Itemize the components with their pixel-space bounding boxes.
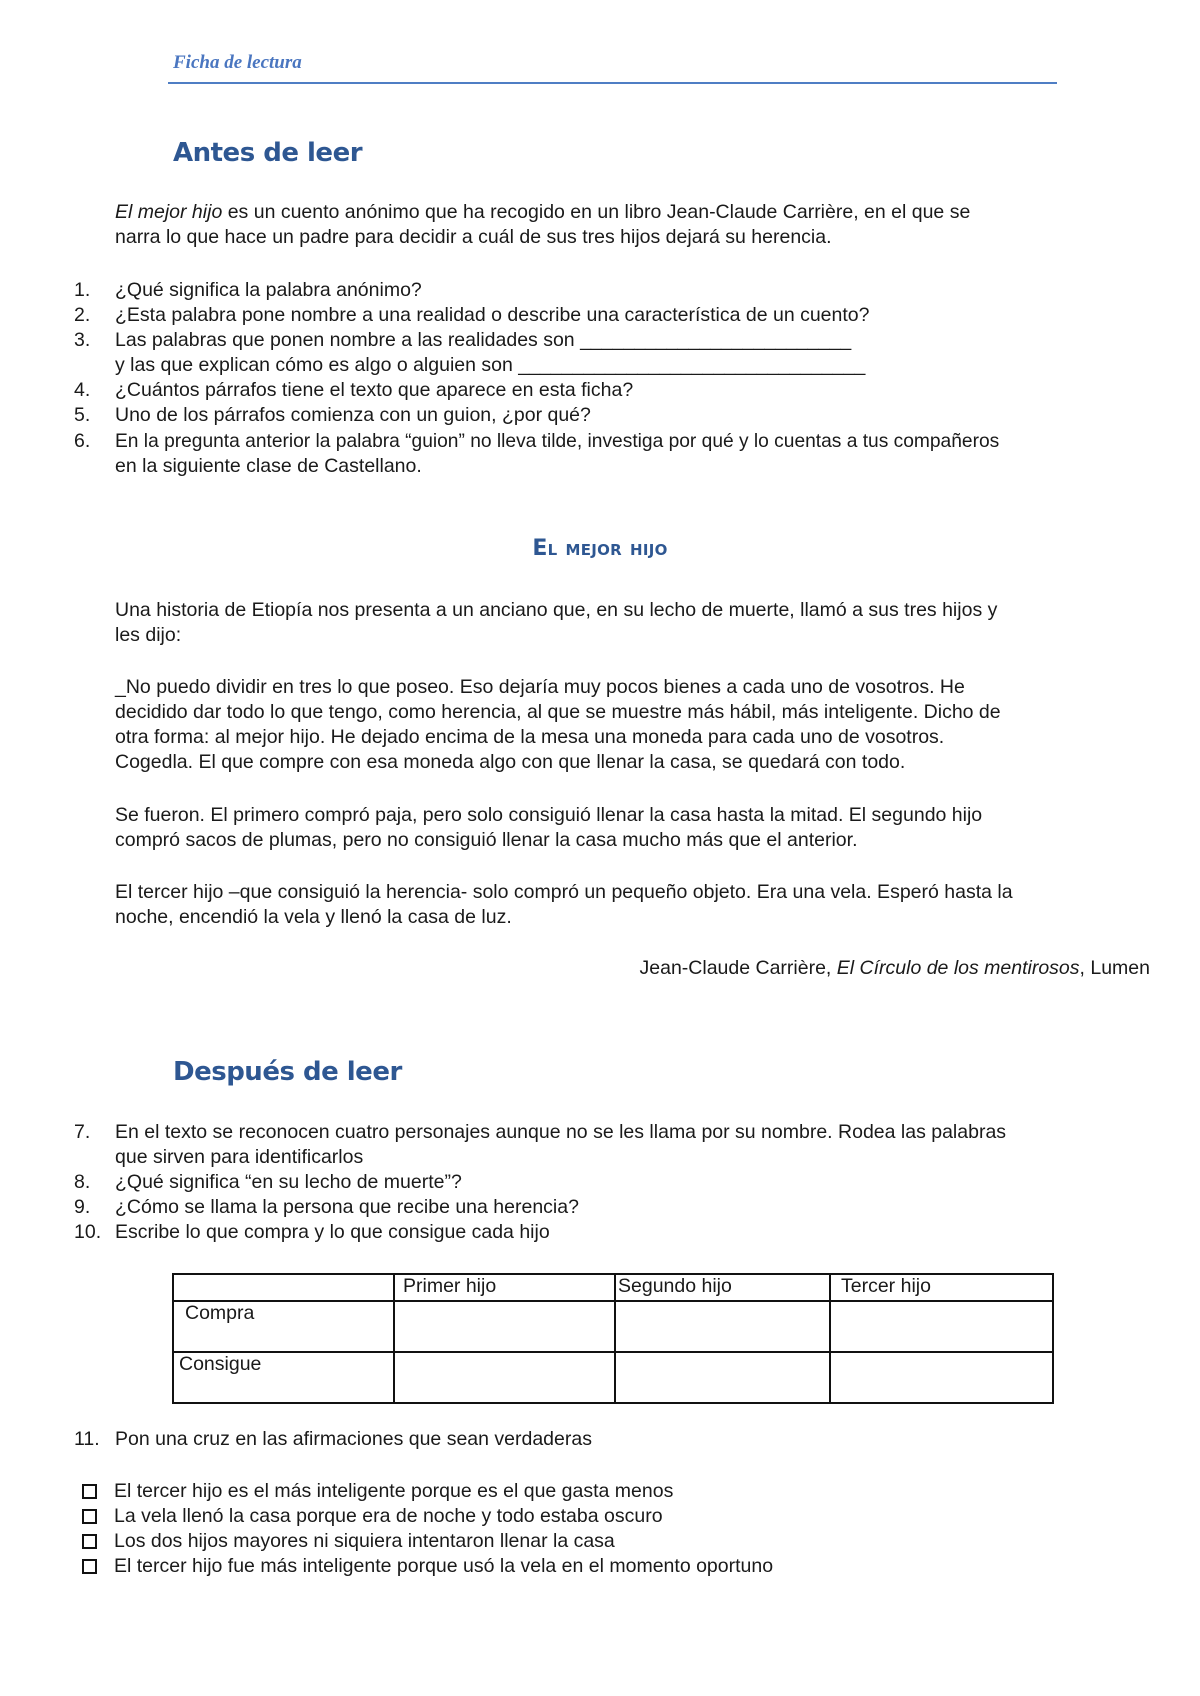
question-text: ¿Qué significa la palabra anónimo? <box>115 279 422 301</box>
story-paragraph-3-line-1: Se fueron. El primero compró paja, pero solo consiguió llenar la casa hasta la mitad. El segundo hijo <box>115 804 983 826</box>
header-title: Ficha de lectura <box>173 52 302 73</box>
story-paragraph-4-line-2: noche, encendió la vela y llenó la casa de luz. <box>115 906 512 928</box>
intro-line-1-text: es un cuento anónimo que ha recogido en un libro Jean-Claude Carrière, en el que se <box>222 201 971 223</box>
question-text: ¿Cómo se llama la persona que recibe una herencia? <box>115 1196 579 1218</box>
question-text: Las palabras que ponen nombre a las realidades son _________________________ <box>115 329 852 351</box>
intro-line-1 <box>115 200 970 225</box>
story-paragraph-4-line-1: El tercer hijo –que consiguió la herencia- solo compró un pequeño objeto. Era una vela. Esperó hasta la <box>115 881 1013 903</box>
statement-text: La vela llenó la casa porque era de noche y todo estaba oscuro <box>114 1505 663 1527</box>
table-row <box>173 1301 1053 1352</box>
question-text: y las que explican cómo es algo o alguien son ________________________________ <box>115 354 866 376</box>
question-text: ¿Qué significa “en su lecho de muerte”? <box>115 1171 462 1193</box>
table-header-cell: Segundo hijo <box>615 1274 830 1301</box>
table-row <box>173 1352 1053 1403</box>
table-answer-cell[interactable] <box>615 1352 830 1403</box>
intro-line-2: narra lo que hace un padre para decidir a cuál de sus tres hijos dejará su herencia. <box>115 226 832 248</box>
statement-text: El tercer hijo es el más inteligente porque es el que gasta menos <box>114 1480 674 1502</box>
story-paragraph-2-line-2: decidido dar todo lo que tengo, como herencia, al que se muestre más hábil, más inteligente. Dicho de <box>115 701 1001 723</box>
question-number: 8. <box>74 1171 91 1193</box>
checkbox[interactable] <box>82 1484 97 1499</box>
story-paragraph-2-line-3: otra forma: al mejor hijo. He dejado encima de la mesa una moneda para cada uno de vosotros. <box>115 726 945 748</box>
story-paragraph-2-line-4: Cogedla. El que compre con esa moneda algo con que llenar la casa, se quedará con todo. <box>115 751 906 773</box>
statement-text: Los dos hijos mayores ni siquiera intentaron llenar la casa <box>114 1530 615 1552</box>
question-number: 3. <box>74 329 91 351</box>
question-number: 7. <box>74 1121 91 1143</box>
table-header-row <box>173 1274 1053 1301</box>
table-header-cell: Tercer hijo <box>830 1274 1053 1301</box>
checkbox[interactable] <box>82 1509 97 1524</box>
question-number: 11. <box>74 1428 100 1450</box>
question-number: 6. <box>74 430 91 452</box>
checkbox[interactable] <box>82 1559 97 1574</box>
table-header-cell <box>173 1274 394 1301</box>
question-text: Uno de los párrafos comienza con un guion, ¿por qué? <box>115 404 591 426</box>
credit-author: Jean-Claude Carrière, <box>639 957 837 979</box>
question-text: que sirven para identificarlos <box>115 1146 364 1168</box>
table-answer-cell[interactable] <box>394 1301 615 1352</box>
question-number: 4. <box>74 379 91 401</box>
story-paragraph-1-line-1: Una historia de Etiopía nos presenta a un anciano que, en su lecho de muerte, llamó a sus tres hijos y <box>115 599 998 621</box>
intro-title: El mejor hijo <box>115 201 223 223</box>
credit-publisher: , Lumen <box>1079 957 1150 979</box>
question-number: 10. <box>74 1221 102 1243</box>
table-row-label: Consigue <box>173 1352 394 1403</box>
question-text: Pon una cruz en las afirmaciones que sean verdaderas <box>115 1428 592 1450</box>
question-text: ¿Esta palabra pone nombre a una realidad o describe una característica de un cuento? <box>115 304 870 326</box>
header-divider <box>168 82 1057 84</box>
antes-heading: Antes de leer <box>173 138 363 168</box>
statement-text: El tercer hijo fue más inteligente porque usó la vela en el momento oportuno <box>114 1555 774 1577</box>
table-header-cell: Primer hijo <box>394 1274 615 1301</box>
question-text: En el texto se reconocen cuatro personajes aunque no se les llama por su nombre. Rodea las palabras <box>115 1121 1007 1143</box>
story-paragraph-1-line-2: les dijo: <box>115 624 182 646</box>
question-number: 2. <box>74 304 91 326</box>
answer-table <box>172 1273 1054 1404</box>
story-paragraph-3-line-2: compró sacos de plumas, pero no consiguió llenar la casa mucho más que el anterior. <box>115 829 858 851</box>
table-row-label: Compra <box>173 1301 394 1352</box>
question-text: En la pregunta anterior la palabra “guion” no lleva tilde, investiga por qué y lo cuentas a tus compañeros <box>115 431 1000 452</box>
table-answer-cell[interactable] <box>394 1352 615 1403</box>
table-answer-cell[interactable] <box>830 1352 1053 1403</box>
story-paragraph-2-line-1: _No puedo dividir en tres lo que poseo. Eso dejaría muy pocos bienes a cada uno de vosotros. He <box>115 676 965 698</box>
question-number: 5. <box>74 404 91 426</box>
table-answer-cell[interactable] <box>830 1301 1053 1352</box>
question-number: 9. <box>74 1196 91 1218</box>
story-title: El mejor hijo <box>532 536 668 561</box>
question-text: Escribe lo que compra y lo que consigue cada hijo <box>115 1221 550 1243</box>
table-answer-cell[interactable] <box>615 1301 830 1352</box>
question-text: ¿Cuántos párrafos tiene el texto que aparece en esta ficha? <box>115 379 634 401</box>
question-text: en la siguiente clase de Castellano. <box>115 455 422 477</box>
story-credit <box>640 957 1151 980</box>
despues-heading: Después de leer <box>173 1057 402 1087</box>
checkbox[interactable] <box>82 1534 97 1549</box>
question-number: 1. <box>74 279 91 301</box>
credit-book: El Círculo de los mentirosos <box>836 957 1080 979</box>
